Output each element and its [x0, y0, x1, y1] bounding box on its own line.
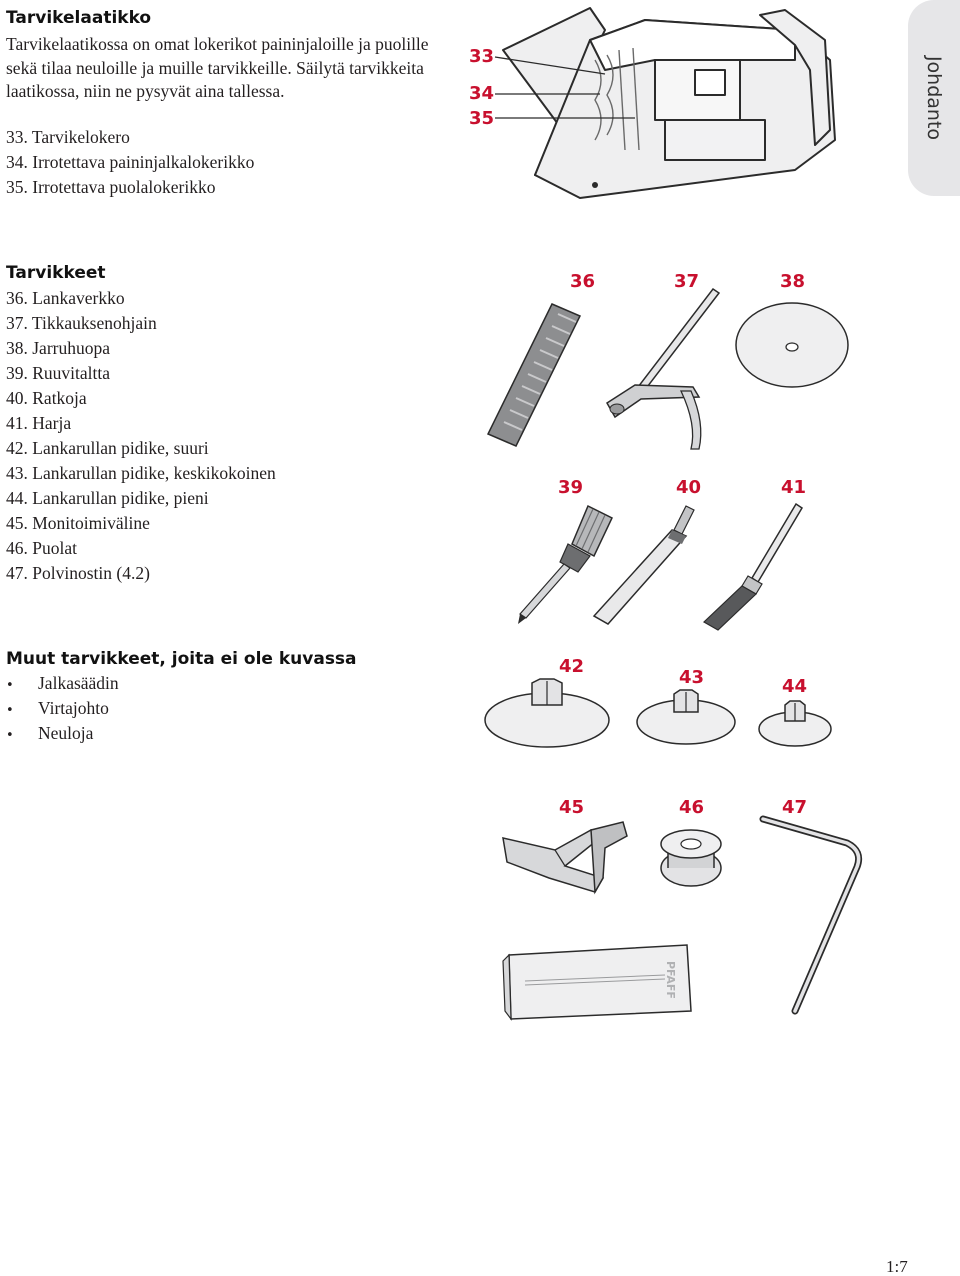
box-heading: Tarvikelaatikko: [6, 8, 152, 28]
callout-46: 46: [679, 797, 705, 818]
list-item: 43. Lankarullan pidike, keskikokoinen: [6, 463, 276, 483]
list-item: 47. Polvinostin (4.2): [6, 563, 150, 583]
list-item-label: Virtajohto: [38, 698, 109, 718]
page-number: 1:7: [886, 1257, 908, 1276]
list-item: [6, 721, 119, 746]
list-item: 44. Lankarullan pidike, pieni: [6, 488, 209, 508]
list-item: 37. Tikkauksenohjain: [6, 313, 157, 333]
accessories-list: [6, 286, 276, 586]
box-parts-list: [6, 125, 254, 200]
list-item: 45. Monitoimiväline: [6, 513, 150, 533]
bullet: •: [6, 703, 14, 718]
spool-cap-large-illustration: [482, 675, 612, 750]
thread-net-illustration: [480, 300, 590, 450]
list-item: 35. Irrotettava puolalokerikko: [6, 177, 216, 197]
list-item: 46. Puolat: [6, 538, 77, 558]
callout-45: 45: [559, 797, 585, 818]
knee-lifter-illustration: [495, 815, 895, 1025]
box-description: Tarvikelaatikossa on omat lokerikot paininjaloille ja puolille sekä tilaa neuloille ja muille tarvikkeille. Säilytä tarvikkeita laatikossa, niin ne pysyvät aina tallessa.: [6, 34, 429, 101]
callout-34: 34: [469, 83, 495, 104]
other-list: [6, 671, 119, 746]
callout-39: 39: [558, 477, 584, 498]
quilting-guide-illustration: [595, 285, 735, 455]
list-item-label: Jalkasäädin: [38, 673, 119, 693]
pfaff-logo: PFAFF: [664, 961, 677, 999]
list-item: 42. Lankarullan pidike, suuri: [6, 438, 209, 458]
callout-40: 40: [676, 477, 702, 498]
callout-47: 47: [782, 797, 808, 818]
spool-cap-medium-illustration: [634, 686, 738, 746]
other-heading: Muut tarvikkeet, joita ei ole kuvassa: [6, 649, 357, 669]
list-item: 39. Ruuvitaltta: [6, 363, 111, 383]
callout-42: 42: [559, 656, 585, 677]
list-item: 38. Jarruhuopa: [6, 338, 111, 358]
list-item-label: Neuloja: [38, 723, 94, 743]
spool-cap-small-illustration: [755, 697, 835, 749]
list-item: 33. Tarvikelokero: [6, 127, 130, 147]
list-item: 36. Lankaverkko: [6, 288, 125, 308]
list-item: 41. Harja: [6, 413, 72, 433]
callout-44: 44: [782, 676, 808, 697]
list-item: 40. Ratkoja: [6, 388, 87, 408]
bullet: •: [6, 678, 14, 693]
accessory-box-illustration: [495, 0, 855, 200]
list-item: [6, 696, 119, 721]
section-tab-label: Johdanto: [923, 55, 945, 141]
section-tab: [908, 0, 960, 196]
callout-38: 38: [780, 271, 806, 292]
callout-35: 35: [469, 108, 495, 129]
felt-disc-illustration: [732, 295, 852, 395]
callout-43: 43: [679, 667, 705, 688]
callout-37: 37: [674, 271, 700, 292]
brush-illustration: [700, 500, 810, 635]
accessories-heading: Tarvikkeet: [6, 263, 106, 283]
list-item: 34. Irrotettava paininjalkalokerikko: [6, 152, 255, 172]
list-item: [6, 671, 119, 696]
callout-41: 41: [781, 477, 807, 498]
callout-36: 36: [570, 271, 596, 292]
bullet: •: [6, 728, 14, 743]
callout-33: 33: [469, 46, 495, 67]
